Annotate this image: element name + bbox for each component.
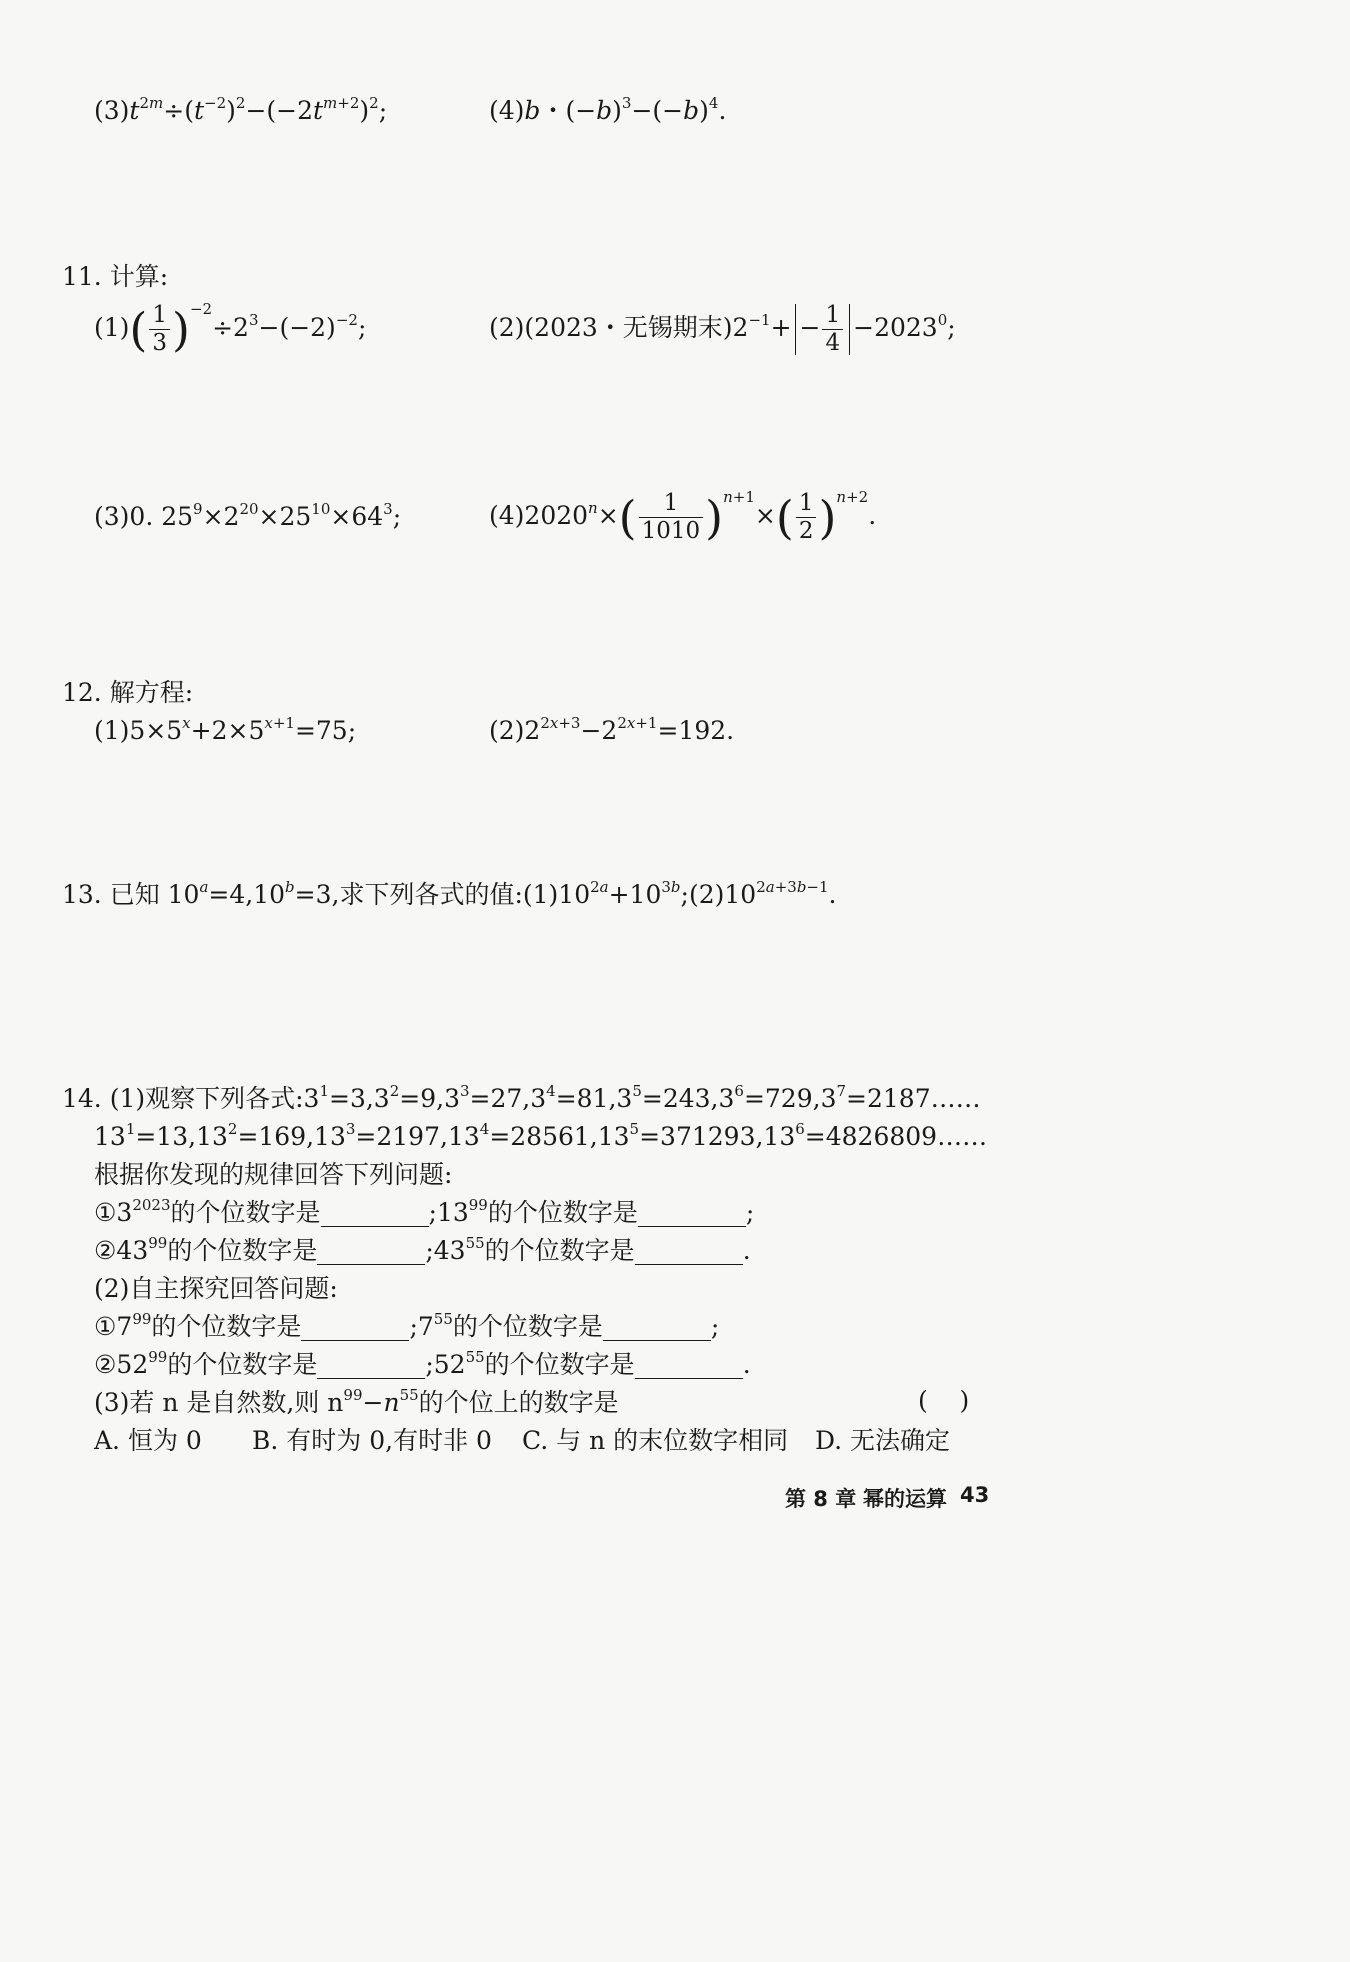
q13-label: 13. 已知 10 (62, 880, 200, 909)
q12-part1: $(1)5\times 5^x+2\times 5^{x+1}=75$; (94, 714, 357, 745)
answer-blank[interactable] (317, 1352, 425, 1379)
q11-part3-label: (3)0. 25 (94, 502, 194, 531)
answer-blank[interactable] (638, 1200, 746, 1227)
q14-p1-item2: $②43^{99}$的个位数字是 $;43^{55}$的个位数字是 . (94, 1234, 751, 1265)
q14-p1-item1: $①3^{2023}$的个位数字是 $;13^{99}$的个位数字是 ; (94, 1196, 755, 1227)
q14-p2-item2: $②52^{99}$的个位数字是 $;52^{55}$的个位数字是 . (94, 1348, 751, 1379)
q11-part3: (3)0. $25^9\times 2^{20}\times 25^{10}\times 64^3$; (94, 500, 402, 531)
q14-line1: 14. (1)观察下列各式$:3^1=3,3^2=9,3^3=27,3^4=81,3^5=243,3^6=729,3^7=2187\dots\dots$ (62, 1082, 981, 1113)
page-number: 43 (960, 1483, 990, 1507)
q14-line2: $13^1=13,13^2=169,13^3=2197,13^4=28561,13^5=371293,13^6=4826809\dots\dots$ (94, 1120, 988, 1151)
option-d[interactable]: D. 无法确定 (815, 1426, 951, 1455)
option-c[interactable]: C. 与 n 的末位数字相同 (522, 1426, 789, 1455)
q14-part3-tail: 的个位上的数字是 (418, 1388, 619, 1417)
q14-part3-label: (3)若 n 是自然数,则 n (94, 1388, 344, 1417)
q11-part2-label: (2)(2023・无锡期末) (489, 313, 733, 342)
q11-part1-label: (1) (94, 313, 130, 342)
answer-blank[interactable] (301, 1314, 409, 1341)
q12-title: 12. 解方程: (62, 678, 194, 707)
footer-chapter: 第 8 章 (785, 1487, 857, 1511)
answer-bracket[interactable]: ( ) (918, 1386, 970, 1415)
q12-part2: $(2)2^{2x+3}-2^{2x+1}=192$. (489, 714, 735, 745)
q12-part2-label: (2)2 (489, 716, 541, 745)
q12-part1-label: (1)5×5 (94, 716, 183, 745)
q11-part2: (2)(2023・无锡期末)$2^{-1}+$ − $\frac{1}{4}$ $-2023^0$; (489, 302, 956, 356)
q10-part4-label: (4) (489, 96, 525, 125)
q11-part4: $(4)2020^n\times$( $\frac{1}{1010}$ )$^{n+1}$×( $\frac{1}{2}$ )$^{n+2}$. (489, 488, 877, 545)
q13-text: 13. 已知 $10^a=4,10^b=3$,求下列各式的值$:(1)10^{2a}+10^{3b};(2)10^{2a+3b-1}$. (62, 878, 837, 909)
q10-part3: $(3)t^{2m}\div(t^{-2})^2-(-2t^{m+2})^2$; (94, 94, 388, 125)
answer-blank[interactable] (635, 1352, 743, 1379)
q11-part4-label: (4)2020 (489, 501, 589, 530)
option-a[interactable]: A. 恒为 0 (94, 1426, 202, 1455)
q14-rule-text: 根据你发现的规律回答下列问题: (94, 1160, 453, 1189)
q14-part3: (3)若 n 是自然数,则 $n^{99}-n^{55}$的个位上的数字是 (94, 1386, 619, 1417)
q11-title: 11. 计算: (62, 262, 169, 291)
option-b[interactable]: B. 有时为 0,有时非 0 (252, 1426, 492, 1455)
q11-part1: (1)( $\frac{1}{3}$ )$^{-2}\div 2^3-(-2)^{-2}$; (94, 300, 367, 357)
answer-blank[interactable] (603, 1314, 711, 1341)
q10-part3-label: (3) (94, 96, 130, 125)
answer-blank[interactable] (317, 1238, 425, 1265)
q10-part4: (4)b・$(-b)^3-(-b)^4$. (489, 94, 727, 125)
q14-p2-item1: $①7^{99}$的个位数字是 $;7^{55}$的个位数字是 ; (94, 1310, 720, 1341)
q14-part2-title: (2)自主探究回答问题: (94, 1274, 338, 1303)
q14-part1-label: 14. (1)观察下列各式: (62, 1084, 304, 1113)
footer-section: 幂的运算 (863, 1487, 947, 1511)
answer-blank[interactable] (635, 1238, 743, 1265)
answer-blank[interactable] (321, 1200, 429, 1227)
